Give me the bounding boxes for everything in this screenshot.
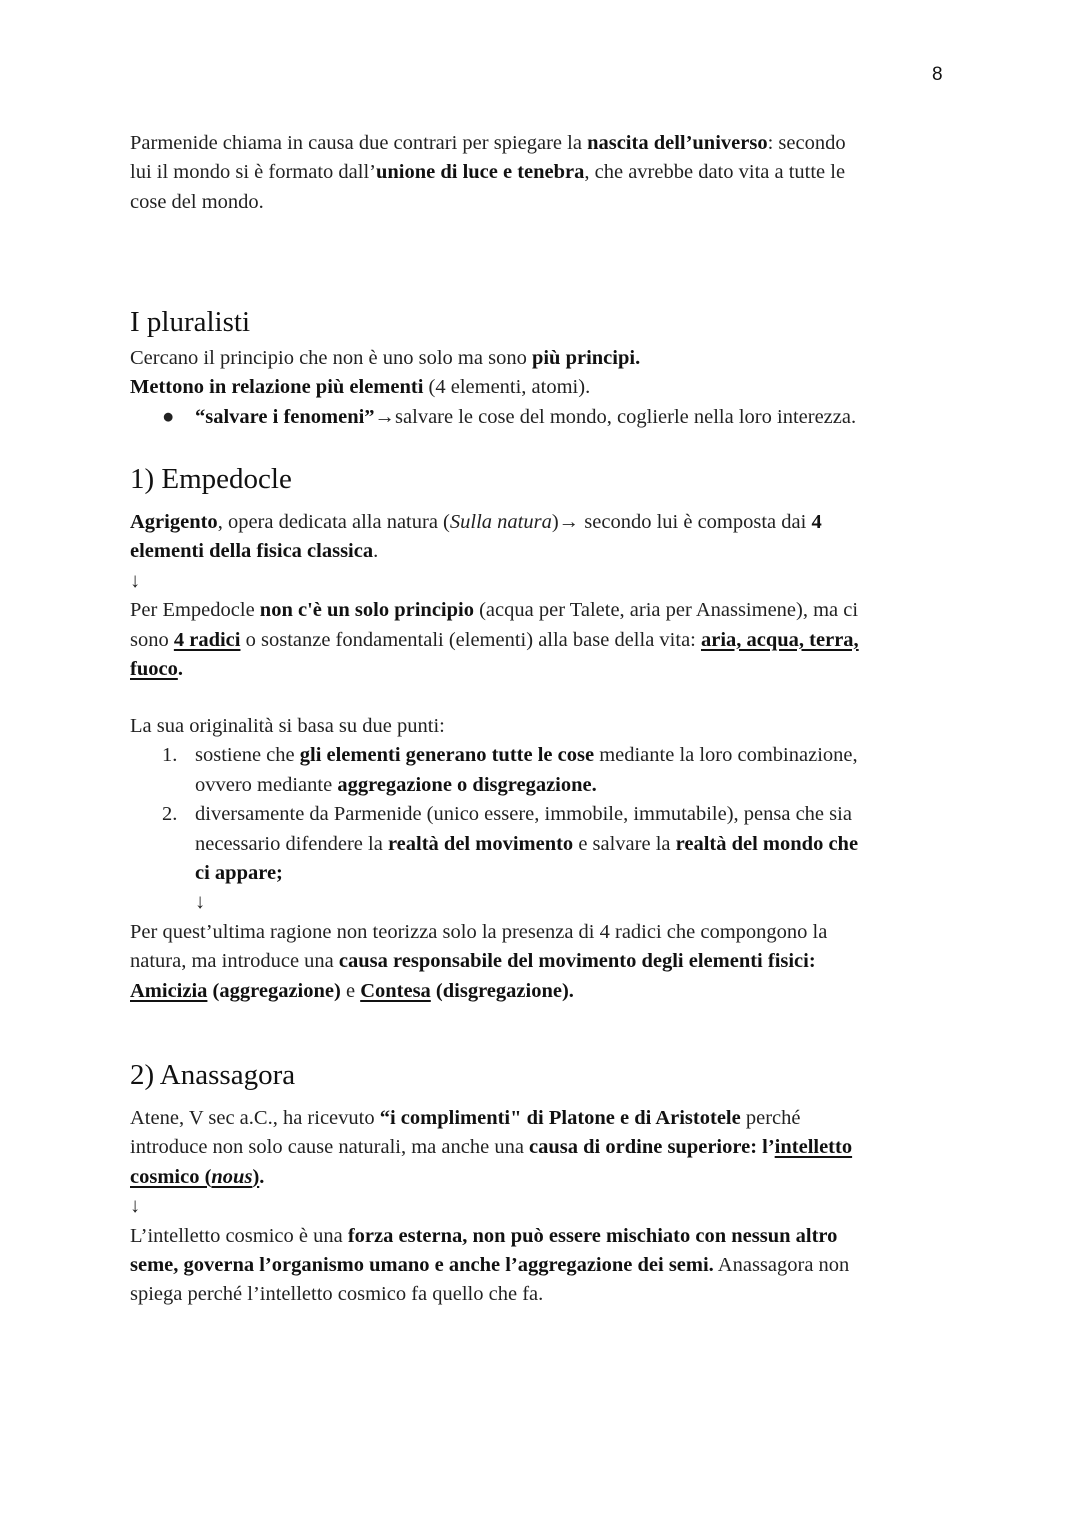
text-run: “i complimenti" di Platone e di Aristotele <box>379 1107 741 1129</box>
text-run: seme, governa l’organismo umano e anche l’aggregazione dei semi. <box>130 1253 714 1276</box>
paragraph-originalita <box>130 712 858 1006</box>
text-run: o sostanze fondamentali (elementi) alla base della vita: <box>240 628 701 651</box>
text-run: ) <box>252 1165 260 1188</box>
text-run: fuoco <box>130 657 178 680</box>
text-line <box>130 1192 852 1221</box>
text-run: : secondo <box>767 132 846 154</box>
text-line <box>130 537 859 566</box>
text-run: . <box>177 657 183 680</box>
text-line <box>130 655 859 684</box>
text-line <box>130 712 858 741</box>
heading-empedocle: 1) Empedocle <box>130 463 292 495</box>
text-run: e salvare la <box>573 832 676 855</box>
text-run: Amicizia <box>130 979 208 1002</box>
text-run: Agrigento <box>130 511 218 533</box>
text-line <box>130 888 858 917</box>
text-run: intelletto <box>774 1136 853 1159</box>
text-run: (aggregazione) <box>207 979 341 1002</box>
text-run: cosmico ( <box>130 1165 212 1188</box>
text-line <box>130 567 859 596</box>
text-run: perché <box>740 1107 801 1129</box>
arrow-down-icon: ↓ <box>195 891 206 914</box>
text-run: ci appare; <box>195 861 283 884</box>
heading-anassagora: 2) Anassagora <box>130 1059 296 1091</box>
text-run: gli elementi generano tutte le cose <box>299 744 595 767</box>
text-run: Mettono in relazione più elementi <box>130 376 424 399</box>
heading-pluralisti: I pluralisti <box>130 306 251 338</box>
text-run: sono <box>130 628 174 651</box>
text-line <box>130 1280 852 1309</box>
text-run: introduce non solo cause naturali, ma anche una <box>130 1136 530 1159</box>
text-run: elementi della fisica classica <box>130 540 374 563</box>
text-run: , che avrebbe dato vita a tutte le <box>584 161 846 184</box>
text-line <box>130 977 858 1006</box>
text-run: Per Empedocle <box>130 599 260 622</box>
text-line <box>130 626 859 655</box>
text-line <box>130 830 858 859</box>
text-run: Parmenide chiama in causa due contrari per spiegare la <box>130 132 588 154</box>
text-line <box>130 741 858 770</box>
text-run: “salvare i fenomeni” <box>195 405 375 428</box>
text-line <box>130 403 856 432</box>
text-line <box>130 800 858 829</box>
text-run: natura, ma introduce una <box>130 950 339 973</box>
text-line <box>130 1163 852 1192</box>
text-run: Per quest’ultima ragione non teorizza solo la presenza di 4 radici che compongono la <box>130 920 828 943</box>
text-line <box>130 508 859 537</box>
text-run: non c'è un solo principio <box>259 599 474 622</box>
text-run: Cercano il principio che non è uno solo ma sono <box>130 347 532 369</box>
text-line <box>130 771 858 800</box>
text-run: mediante la loro combinazione, <box>594 744 858 767</box>
text-run: L’intelletto cosmico è una <box>130 1224 348 1247</box>
text-run: realtà del mondo che <box>675 832 859 855</box>
text-line <box>130 129 846 158</box>
text-run: 4 <box>811 511 822 533</box>
text-run: sostiene che <box>195 744 300 767</box>
text-run: unione di luce e tenebra <box>375 161 585 184</box>
text-line <box>130 859 858 888</box>
text-run: . <box>259 1165 265 1188</box>
text-run: più principi. <box>531 347 641 369</box>
text-line <box>130 596 859 625</box>
text-run: e <box>340 979 361 1002</box>
paragraph-anassagora <box>130 1104 852 1310</box>
text-line <box>130 1222 852 1251</box>
text-run: (acqua per Talete, aria per Anassimene), ma ci <box>473 599 859 622</box>
text-run: Sulla natura <box>449 511 552 533</box>
text-run: causa responsabile del movimento degli elementi fisici: <box>338 950 816 973</box>
text-run: , opera dedicata alla natura ( <box>217 511 450 533</box>
text-run: 4 radici <box>173 628 241 651</box>
text-run: necessario difendere la <box>195 832 388 855</box>
text-run: lui il mondo si è formato dall’ <box>130 161 376 184</box>
page-number: 8 <box>932 64 943 85</box>
text-run: aggregazione o disgregazione. <box>337 773 597 796</box>
text-run: Contesa <box>360 979 431 1002</box>
text-line <box>130 373 856 402</box>
bullet-icon: ● <box>162 405 175 428</box>
text-run: spiega perché l’intelletto cosmico fa quello che fa. <box>130 1283 544 1306</box>
text-line <box>130 918 858 947</box>
text-line <box>130 1251 852 1280</box>
text-run: aria, acqua, terra, <box>700 628 859 651</box>
text-run: . <box>373 540 379 563</box>
list-number: 1. <box>162 744 178 767</box>
text-run: causa di ordine superiore: l’ <box>529 1136 775 1159</box>
arrow-down-icon: ↓ <box>130 569 141 592</box>
text-line <box>130 188 846 217</box>
text-run: nascita dell’universo <box>587 132 768 154</box>
text-line <box>130 158 846 187</box>
text-run: Anassagora non <box>713 1253 850 1276</box>
text-run: (4 elementi, atomi). <box>423 376 591 399</box>
text-run: La sua originalità si basa su due punti: <box>130 715 445 737</box>
text-run: nous <box>211 1165 253 1188</box>
text-run: diversamente da Parmenide (unico essere, immobile, immutabile), pensa che sia <box>195 803 852 826</box>
paragraph-empedocle <box>130 508 859 684</box>
text-line <box>130 1133 852 1162</box>
text-run: ovvero mediante <box>195 773 338 796</box>
text-run: Atene, V sec a.C., ha ricevuto <box>130 1107 380 1129</box>
text-run: cose del mondo. <box>130 190 264 213</box>
text-run: →salvare le cose del mondo, coglierle nella loro interezza. <box>374 405 857 428</box>
text-line <box>130 1104 852 1133</box>
list-number: 2. <box>162 803 178 826</box>
text-line <box>130 947 858 976</box>
text-run: forza esterna, non può essere mischiato con nessun altro <box>347 1224 838 1247</box>
text-line <box>130 344 856 373</box>
paragraph-pluralisti <box>130 344 856 432</box>
text-run: (disgregazione). <box>430 979 574 1002</box>
text-run: )→ secondo lui è composta dai <box>551 511 812 533</box>
text-run: realtà del movimento <box>387 832 574 855</box>
arrow-down-icon: ↓ <box>130 1195 141 1218</box>
paragraph-parmenide-universe <box>130 129 846 217</box>
